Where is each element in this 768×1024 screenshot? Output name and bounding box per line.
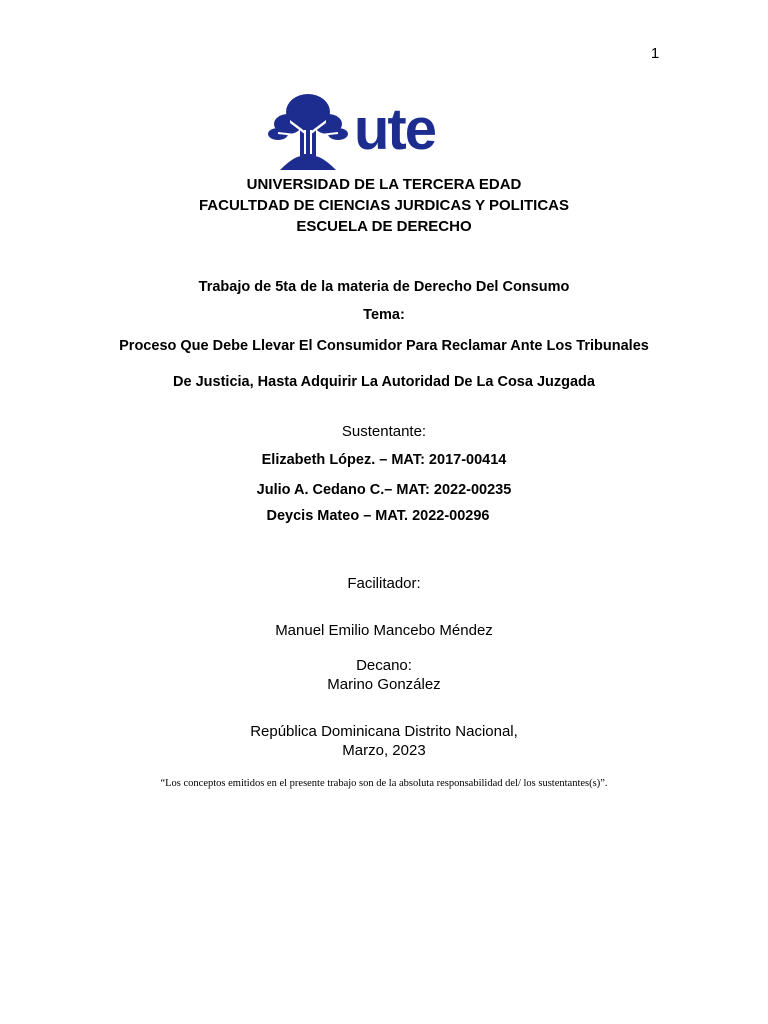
- university-logo: [266, 90, 466, 174]
- topic-line-2: De Justicia, Hasta Adquirir La Autoridad De La Cosa Juzgada: [173, 374, 595, 390]
- presenter-2: Julio A. Cedano C.– MAT: 2022-00235: [256, 482, 512, 498]
- assignment-title: Trabajo de 5ta de la materia de Derecho Del Consumo: [198, 279, 570, 295]
- school-name: ESCUELA DE DERECHO: [296, 218, 472, 235]
- dean-name: Marino González: [327, 676, 441, 693]
- location-text: República Dominicana Distrito Nacional,: [250, 723, 518, 740]
- disclaimer-text: “Los conceptos emitidos en el presente trabajo son de la absoluta responsabilidad del/ los sustentantes(s)”.: [160, 778, 608, 789]
- logo-wordmark: ute: [354, 97, 435, 162]
- page-number: 1: [650, 45, 660, 62]
- presenters-label: Sustentante:: [341, 423, 427, 440]
- university-name: UNIVERSIDAD DE LA TERCERA EDAD: [246, 176, 522, 193]
- presenter-3: Deycis Mateo – MAT. 2022-00296: [266, 508, 490, 524]
- topic-line-1: Proceso Que Debe Llevar El Consumidor Para Reclamar Ante Los Tribunales: [119, 338, 649, 354]
- faculty-name: FACULTDAD DE CIENCIAS JURDICAS Y POLITICAS: [198, 197, 570, 214]
- presenter-1: Elizabeth López. – MAT: 2017-00414: [261, 452, 507, 468]
- topic-label: Tema:: [363, 307, 405, 323]
- tree-icon: [266, 90, 350, 174]
- dean-label: Decano:: [356, 657, 412, 674]
- facilitator-name: Manuel Emilio Mancebo Méndez: [275, 622, 493, 639]
- facilitator-label: Facilitador:: [347, 575, 421, 592]
- date-text: Marzo, 2023: [342, 742, 426, 759]
